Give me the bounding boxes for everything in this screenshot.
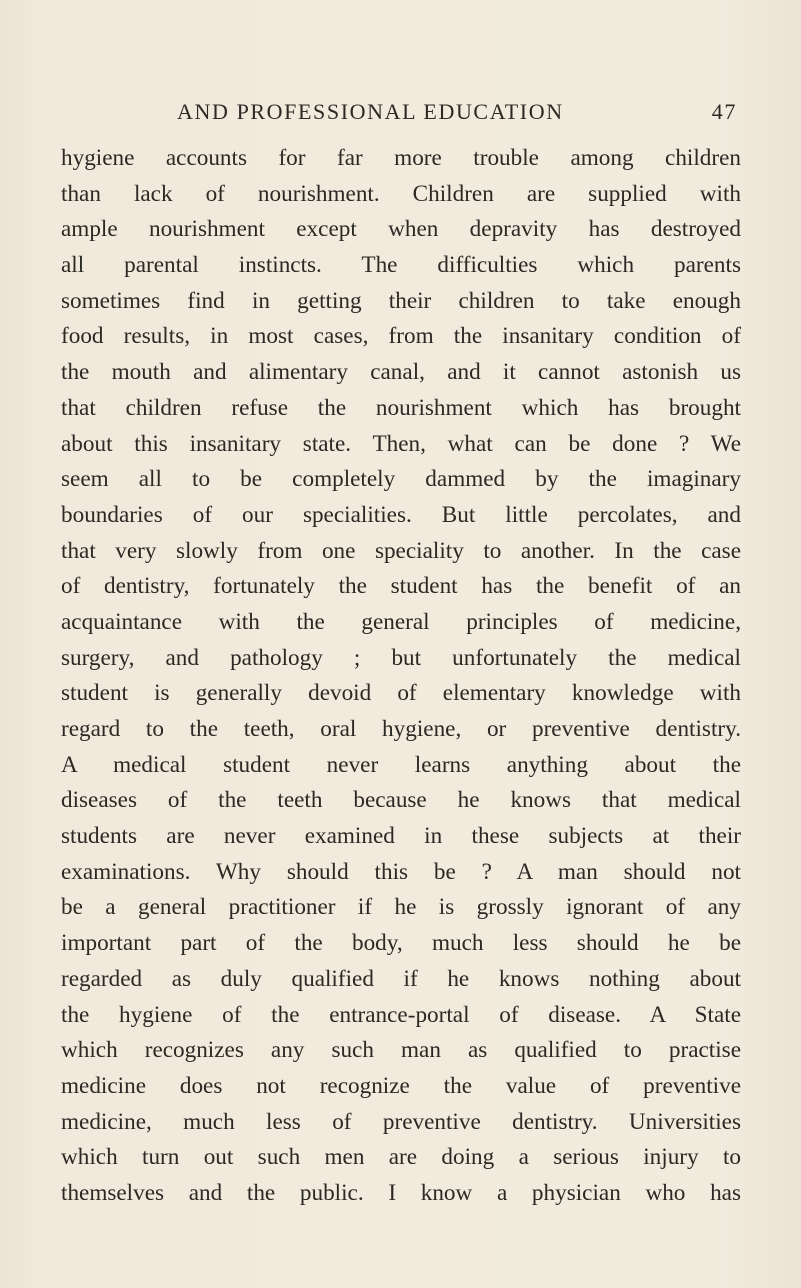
running-head (177, 94, 737, 130)
text-line: regard to the teeth, oral hygiene, or preventive dentistry. (61, 716, 741, 742)
text-line: medicine does not recognize the value of preventive (61, 1072, 741, 1099)
text-line: regarded as duly qualified if he knows nothing about (61, 965, 741, 992)
text-line: ample nourishment except when depravity has destroyed (61, 216, 741, 243)
text-line: the hygiene of the entrance-portal of disease. A State (61, 1001, 741, 1028)
text-line: themselves and the public. I know a physician who has (61, 1179, 741, 1206)
text-line: about this insanitary state. Then, what can be done ? We (61, 430, 741, 457)
text-line: medicine, much less of preventive dentistry. Universities (61, 1108, 741, 1135)
text-line: diseases of the teeth because he knows that medical (61, 787, 741, 814)
text-line: sometimes find in getting their children to take enough (61, 287, 741, 314)
text-line: which turn out such men are doing a serious injury to (61, 1144, 741, 1171)
text-line: acquaintance with the general principles of medicine, (61, 608, 741, 635)
text-line: of dentistry, fortunately the student has the benefit of an (61, 573, 741, 600)
text-line: hygiene accounts for far more trouble among children (61, 145, 741, 171)
text-line: surgery, and pathology ; but unfortunately the medical (61, 644, 741, 671)
text-line: important part of the body, much less should he be (61, 930, 741, 957)
text-line: that children refuse the nourishment which has brought (61, 394, 741, 421)
text-line: all parental instincts. The difficulties which parents (61, 252, 741, 279)
running-title: AND PROFESSIONAL EDUCATION (177, 99, 564, 124)
text-line: seem all to be completely dammed by the imaginary (61, 466, 741, 493)
page-number: 47 (711, 99, 737, 124)
text-line: than lack of nourishment. Children are supplied with (61, 180, 741, 207)
text-line: students are never examined in these subjects at their (61, 823, 741, 850)
text-line: A medical student never learns anything about the (61, 751, 741, 778)
text-line: student is generally devoid of elementary knowledge with (61, 680, 741, 707)
text-line: be a general practitioner if he is grossly ignorant of any (61, 894, 741, 921)
body-paragraph (61, 141, 741, 1212)
text-line: boundaries of our specialities. But little percolates, and (61, 501, 741, 528)
text-line: which recognizes any such man as qualified to practise (61, 1037, 741, 1064)
text-line: the mouth and alimentary canal, and it cannot astonish us (61, 359, 741, 386)
text-line: that very slowly from one speciality to another. In the case (61, 537, 741, 564)
text-line: food results, in most cases, from the insanitary condition of (61, 323, 741, 350)
text-line: examinations. Why should this be ? A man should not (61, 858, 741, 885)
